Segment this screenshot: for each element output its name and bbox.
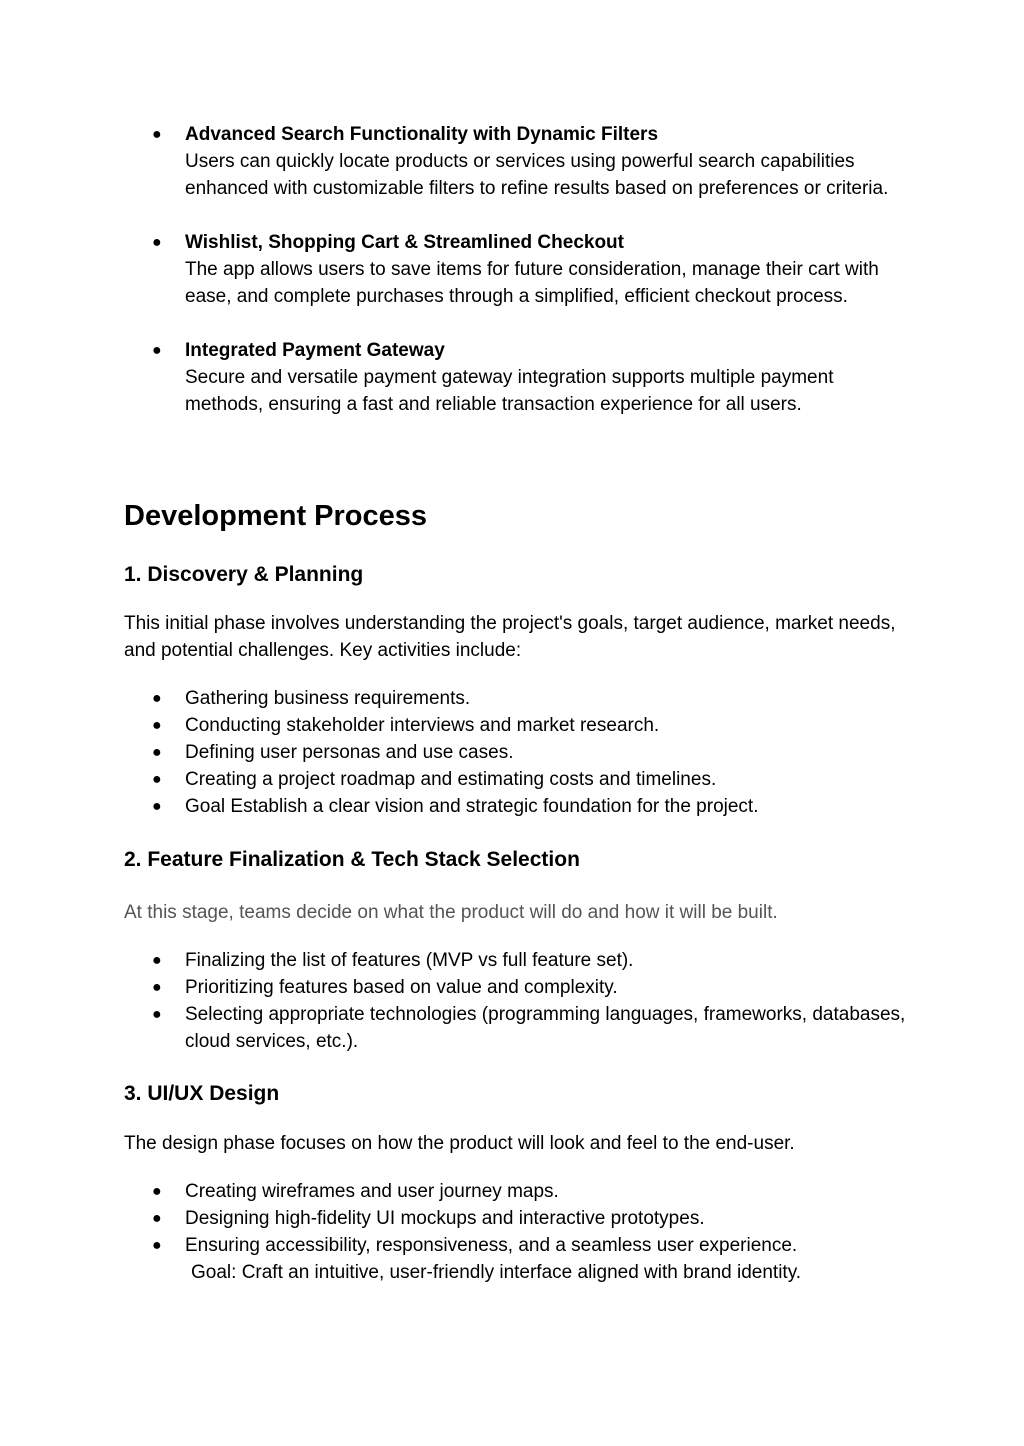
bullet-icon: ● <box>152 798 162 815</box>
bullet-icon: ● <box>152 717 162 734</box>
feature-description: Users can quickly locate products or services using powerful search capabilities enhanced with customizable filters to refine results based on preferences or criteria. <box>185 151 889 199</box>
feature-finalization-list <box>124 947 914 1055</box>
list-item <box>124 974 914 1001</box>
list-item-text: Creating a project roadmap and estimating costs and timelines. <box>185 769 717 790</box>
list-item-text: Creating wireframes and user journey maps. <box>185 1181 559 1202</box>
list-item <box>124 947 914 974</box>
feature-title: Wishlist, Shopping Cart & Streamlined Checkout <box>185 232 624 253</box>
subsection-heading-feature-finalization: 2. Feature Finalization & Tech Stack Selection <box>124 848 580 871</box>
discovery-intro: This initial phase involves understanding the project's goals, target audience, market needs, and potential challenges. Key activities include: <box>124 613 896 661</box>
bullet-icon: ● <box>152 1006 162 1023</box>
list-item-text: Designing high-fidelity UI mockups and interactive prototypes. <box>185 1208 705 1229</box>
list-item <box>124 1205 914 1232</box>
section-heading-development-process: Development Process <box>124 500 428 532</box>
feature-item <box>124 337 914 418</box>
bullet-icon: ● <box>152 952 162 969</box>
list-item <box>124 793 914 820</box>
list-item <box>124 1178 914 1205</box>
feature-item <box>124 229 914 310</box>
bullet-icon: ● <box>152 1183 162 1200</box>
list-item-text: Prioritizing features based on value and complexity. <box>185 977 618 998</box>
bullet-icon: ● <box>152 342 162 359</box>
subsection-heading-discovery: 1. Discovery & Planning <box>124 563 364 586</box>
list-item-text: Conducting stakeholder interviews and market research. <box>185 715 660 736</box>
feature-description: The app allows users to save items for future consideration, manage their cart with ease, and complete purchases through a simplified, efficient checkout process. <box>185 259 879 307</box>
list-item <box>124 685 914 712</box>
list-item-text: Goal Establish a clear vision and strategic foundation for the project. <box>185 796 759 817</box>
list-item <box>124 1232 914 1286</box>
list-item <box>124 766 914 793</box>
ui-ux-list <box>124 1178 914 1286</box>
bullet-icon: ● <box>152 690 162 707</box>
feature-list <box>124 121 914 418</box>
discovery-list <box>124 685 914 820</box>
bullet-icon: ● <box>152 1237 162 1254</box>
feature-item <box>124 121 914 202</box>
list-item <box>124 739 914 766</box>
list-item-text: Ensuring accessibility, responsiveness, and a seamless user experience. <box>185 1235 798 1256</box>
list-item <box>124 1001 914 1055</box>
ui-ux-intro: The design phase focuses on how the product will look and feel to the end-user. <box>124 1133 795 1154</box>
bullet-icon: ● <box>152 126 162 143</box>
goal-text: Goal: Craft an intuitive, user-friendly interface aligned with brand identity. <box>191 1262 802 1283</box>
list-item-text: Selecting appropriate technologies (programming languages, frameworks, databases, cloud services, etc.). <box>185 1004 906 1052</box>
feature-title: Advanced Search Functionality with Dynamic Filters <box>185 124 659 145</box>
bullet-icon: ● <box>152 771 162 788</box>
list-item-text: Gathering business requirements. <box>185 688 471 709</box>
feature-finalization-intro: At this stage, teams decide on what the product will do and how it will be built. <box>124 902 778 923</box>
list-item <box>124 712 914 739</box>
list-item-text: Defining user personas and use cases. <box>185 742 514 763</box>
list-item-text: Finalizing the list of features (MVP vs full feature set). <box>185 950 634 971</box>
feature-title: Integrated Payment Gateway <box>185 340 445 361</box>
bullet-icon: ● <box>152 979 162 996</box>
bullet-icon: ● <box>152 744 162 761</box>
bullet-icon: ● <box>152 234 162 251</box>
bullet-icon: ● <box>152 1210 162 1227</box>
subsection-heading-ui-ux-design: 3. UI/UX Design <box>124 1082 280 1105</box>
feature-description: Secure and versatile payment gateway integration supports multiple payment methods, ensuring a fast and reliable transaction experience for all users. <box>185 367 834 415</box>
